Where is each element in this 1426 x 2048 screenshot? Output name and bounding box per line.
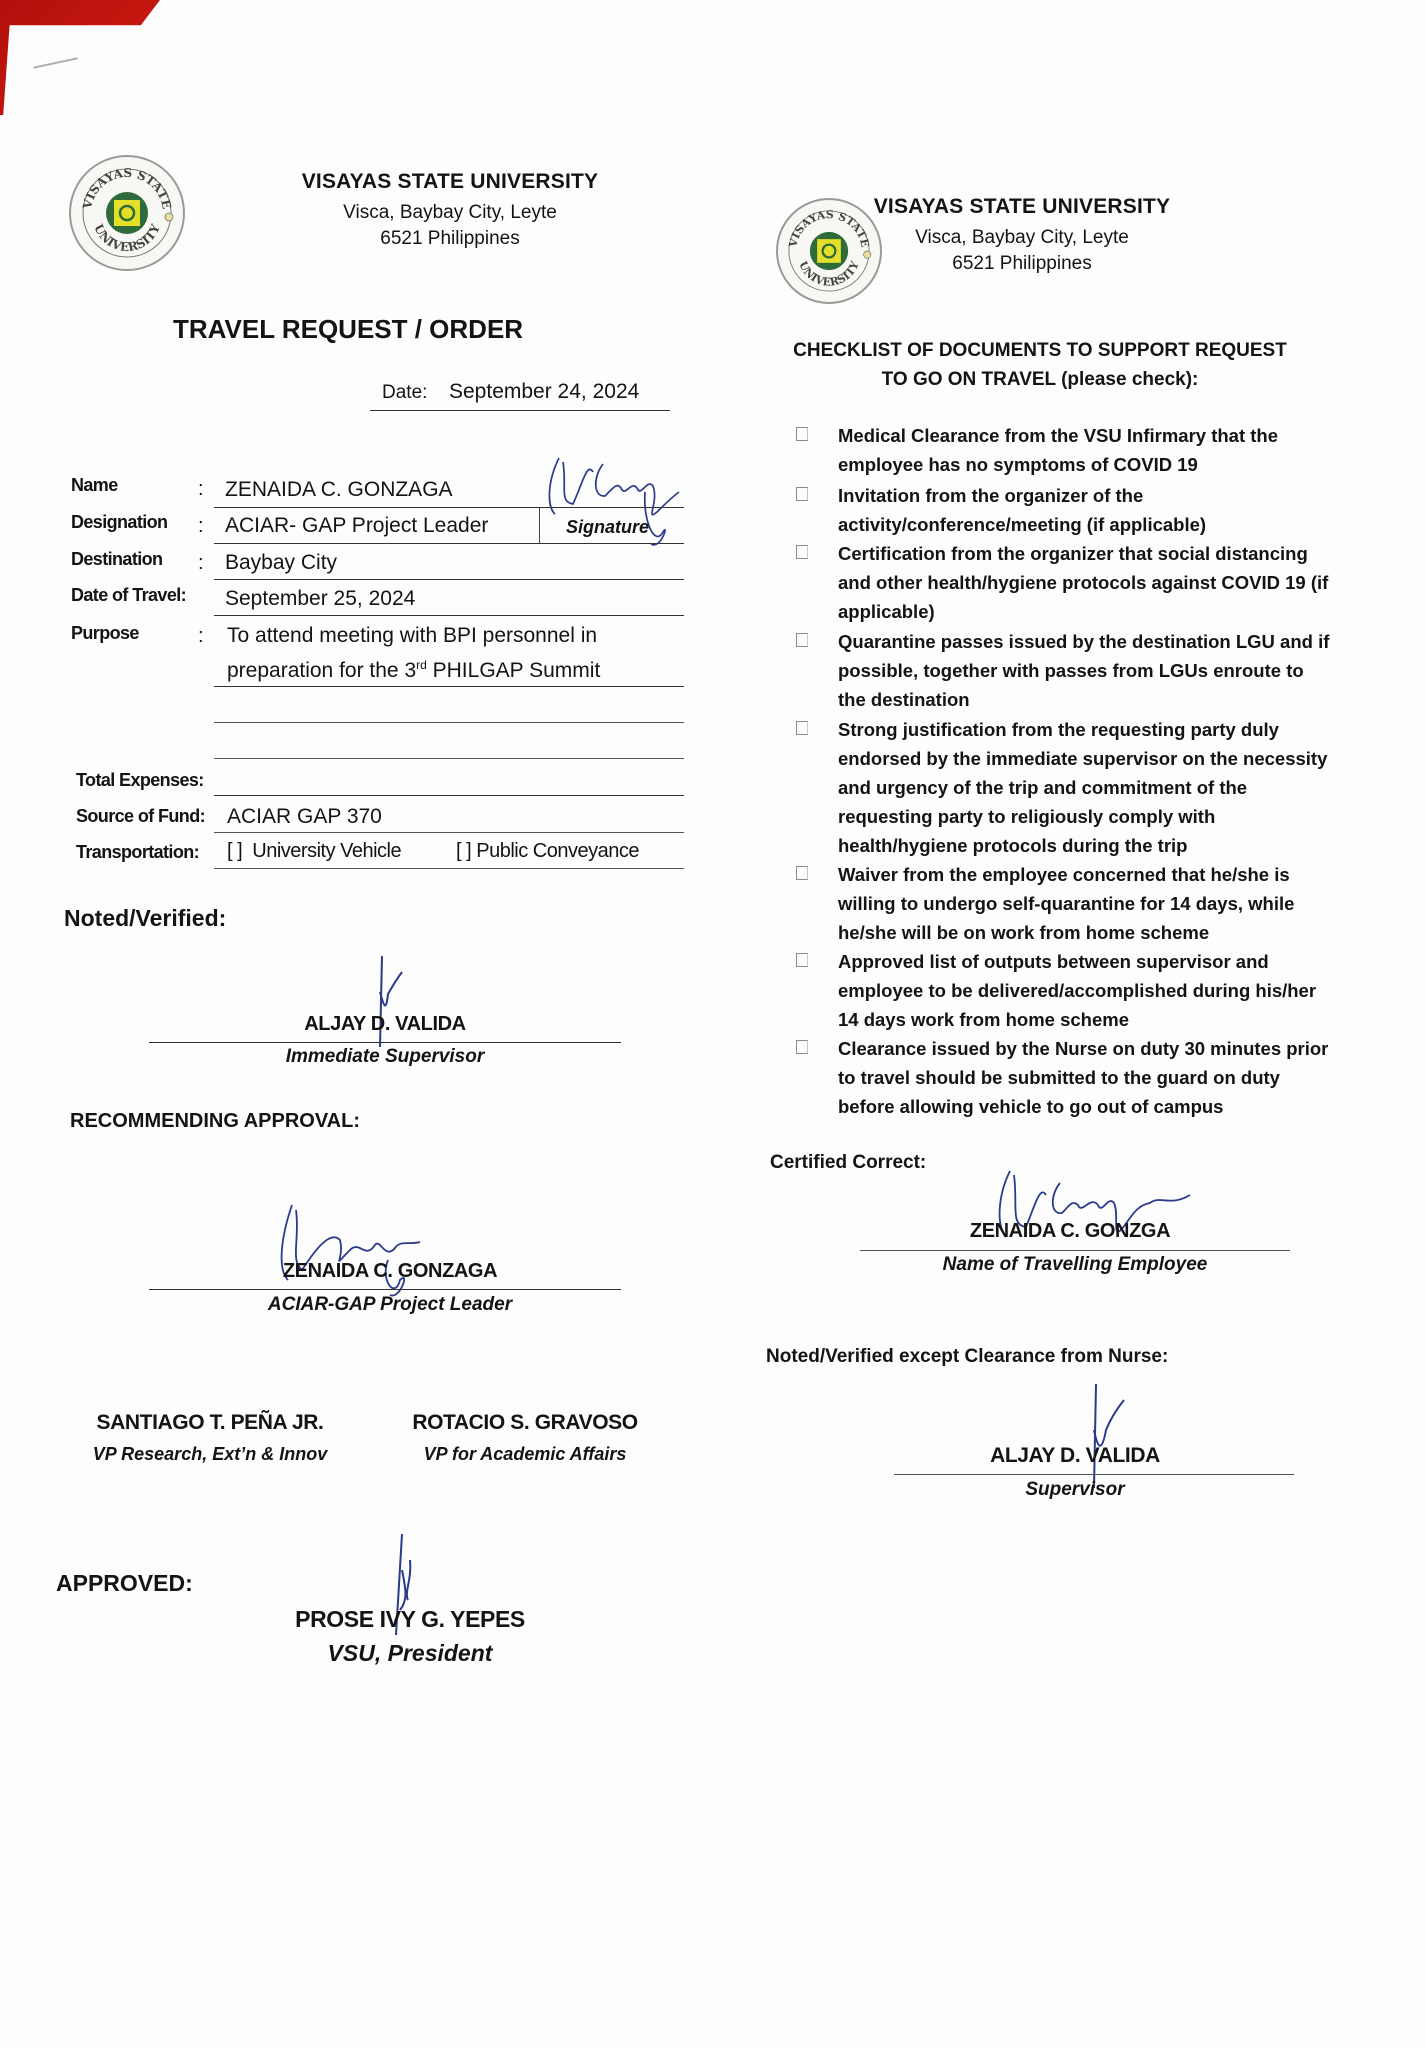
checklist-heading-line-1: CHECKLIST OF DOCUMENTS TO SUPPORT REQUEST <box>793 340 1287 361</box>
transportation-underline <box>214 868 684 869</box>
transportation-label: Transportation: <box>76 842 200 862</box>
checklist-heading-line-2: TO GO ON TRAVEL (please check): <box>881 369 1199 390</box>
svg-text:UNIVERSITY: UNIVERSITY <box>796 259 862 289</box>
checklist-item-text: Quarantine passes issued by the destination LGU and if possible, together with passes from LGUs enroute to the destination <box>838 631 1330 710</box>
destination-label: Destination <box>71 549 163 569</box>
purpose-colon: : <box>198 625 204 647</box>
checklist-item-text: Certification from the organizer that social distancing and other health/hygiene protocols against COVID 19 (if applicable) <box>838 543 1329 622</box>
vsu-seal-icon <box>69 155 185 271</box>
noted-verified-heading: Noted/Verified: <box>64 905 227 931</box>
recommending-approval-name: ZENAIDA C. GONZAGA <box>282 1260 498 1282</box>
purpose-underline-1 <box>214 686 684 687</box>
checklist-item <box>796 481 1336 539</box>
date-underline <box>370 410 670 411</box>
checkbox[interactable] <box>796 427 808 441</box>
purpose-line-2-end: PHILGAP Summit <box>426 659 601 682</box>
form-title: TRAVEL REQUEST / ORDER <box>173 314 524 344</box>
source-of-fund-underline <box>214 832 684 833</box>
vp-academic-role: VP for Academic Affairs <box>423 1444 627 1464</box>
address-line-2: 6521 Philippines <box>380 228 520 249</box>
name-field[interactable]: ZENAIDA C. GONZAGA <box>225 478 453 501</box>
name-underline <box>214 507 684 508</box>
designation-label: Designation <box>71 512 168 532</box>
checklist-heading <box>770 336 1310 394</box>
checklist-item-text: Strong justification from the requesting party duly endorsed by the immediate supervisor on the necessity and urgency of the trip and commitment of the requesting party to religiously comply with health/hygiene protocols during the trip <box>838 719 1328 856</box>
checkbox[interactable] <box>796 545 808 559</box>
checklist-item <box>796 715 1336 860</box>
university-name: VISAYAS STATE UNIVERSITY <box>301 170 599 193</box>
ordinal-suffix: rd <box>416 658 427 672</box>
checklist-item <box>796 860 1336 947</box>
approved-role: VSU, President <box>327 1640 493 1666</box>
svg-text:VISAYAS STATE: VISAYAS STATE <box>786 208 872 249</box>
certified-correct-line <box>860 1250 1290 1251</box>
checkbox[interactable] <box>796 866 808 880</box>
designation-colon: : <box>198 515 204 537</box>
certified-correct-heading: Certified Correct: <box>770 1152 927 1173</box>
address-line-1-right: Visca, Baybay City, Leyte <box>915 227 1129 248</box>
recommending-approval-heading: RECOMMENDING APPROVAL: <box>70 1110 360 1132</box>
date-of-travel-field[interactable]: September 25, 2024 <box>225 587 416 610</box>
noted-except-nurse-heading: Noted/Verified except Clearance from Nurse: <box>766 1346 1169 1367</box>
date-label: Date: <box>382 382 428 403</box>
purpose-label: Purpose <box>71 623 139 643</box>
checkbox[interactable] <box>796 487 808 501</box>
address-line-2-right: 6521 Philippines <box>952 253 1092 274</box>
purpose-underline-3 <box>214 758 684 759</box>
purpose-line-1[interactable]: To attend meeting with BPI personnel in <box>227 624 598 647</box>
public-conveyance-option[interactable]: [ ] Public Conveyance <box>456 840 639 862</box>
noted-except-nurse-name: ALJAY D. VALIDA <box>990 1444 1160 1467</box>
checkbox[interactable] <box>796 1040 808 1054</box>
approved-name: PROSE IVY G. YEPES <box>295 1606 525 1632</box>
noted-except-nurse-line <box>894 1474 1294 1475</box>
checklist-item <box>796 627 1336 714</box>
checklist-item-text: Clearance issued by the Nurse on duty 30 minutes prior to travel should be submitted to the guard on duty before allowing vehicle to go out of campus <box>838 1038 1329 1117</box>
stray-pen-mark <box>33 57 77 68</box>
source-of-fund-label: Source of Fund: <box>76 806 205 826</box>
vp-research-role: VP Research, Ext’n & Innov <box>92 1444 328 1464</box>
certified-correct-role: Name of Travelling Employee <box>942 1254 1208 1275</box>
signature-divider <box>539 508 540 544</box>
supervisor-signature-icon <box>360 952 420 1052</box>
address-line-1: Visca, Baybay City, Leyte <box>343 202 557 223</box>
svg-text:VISAYAS STATE: VISAYAS STATE <box>80 165 174 211</box>
right-university-header <box>862 195 1182 277</box>
date-of-travel-label: Date of Travel: <box>71 585 187 605</box>
university-name-right: VISAYAS STATE UNIVERSITY <box>873 195 1171 218</box>
checklist-item-text: Approved list of outputs between supervisor and employee to be delivered/accomplished during his/her 14 days work from home scheme <box>838 951 1317 1030</box>
source-of-fund-field[interactable]: ACIAR GAP 370 <box>227 805 382 828</box>
checkbox[interactable] <box>796 721 808 735</box>
noted-verified-role: Immediate Supervisor <box>285 1046 485 1067</box>
name-colon: : <box>198 478 204 500</box>
checklist-item <box>796 421 1336 479</box>
vp-research-name: SANTIAGO T. PEÑA JR. <box>96 1411 324 1434</box>
left-university-header <box>290 170 610 252</box>
recommending-approval-role: ACIAR-GAP Project Leader <box>267 1294 513 1315</box>
destination-field[interactable]: Baybay City <box>225 551 338 574</box>
destination-underline <box>214 579 684 580</box>
university-vehicle-option[interactable]: [ ] University Vehicle <box>227 840 402 862</box>
total-expenses-underline <box>214 795 684 796</box>
checklist-item-text: Medical Clearance from the VSU Infirmary that the employee has no symptoms of COVID 19 <box>838 425 1279 475</box>
purpose-underline-2 <box>214 722 684 723</box>
approved-heading: APPROVED: <box>56 1570 193 1596</box>
employee-signature-icon <box>990 1165 1200 1260</box>
name-label: Name <box>71 475 118 495</box>
noted-except-nurse-role: Supervisor <box>1025 1479 1125 1500</box>
noted-verified-name: ALJAY D. VALIDA <box>304 1013 466 1035</box>
date-of-travel-underline <box>214 615 684 616</box>
red-corner-mark <box>0 0 160 115</box>
checklist-item <box>796 947 1336 1034</box>
checklist-item-text: Invitation from the organizer of the activity/conference/meeting (if applicable) <box>838 485 1207 535</box>
destination-colon: : <box>198 552 204 574</box>
purpose-line-2[interactable] <box>227 658 600 683</box>
certified-correct-name: ZENAIDA C. GONZGA <box>969 1220 1171 1242</box>
signature-label: Signature <box>566 517 650 537</box>
checklist-item <box>796 1034 1336 1121</box>
vp-academic-name: ROTACIO S. GRAVOSO <box>412 1411 638 1434</box>
checkbox[interactable] <box>796 953 808 967</box>
designation-field[interactable]: ACIAR- GAP Project Leader <box>225 514 489 537</box>
total-expenses-label: Total Expenses: <box>76 770 204 790</box>
designation-underline <box>214 543 684 544</box>
checkbox[interactable] <box>796 633 808 647</box>
noted-verified-line <box>149 1042 621 1043</box>
purpose-line-2-text: preparation for the 3 <box>227 659 417 682</box>
date-value[interactable]: September 24, 2024 <box>449 380 640 403</box>
checklist-item <box>796 539 1336 626</box>
recommending-approval-line <box>149 1289 621 1290</box>
checklist-item-text: Waiver from the employee concerned that he/she is willing to undergo self-quarantine for 14 days, while he/she will be on work from home scheme <box>838 864 1295 943</box>
svg-text:UNIVERSITY: UNIVERSITY <box>91 222 163 255</box>
